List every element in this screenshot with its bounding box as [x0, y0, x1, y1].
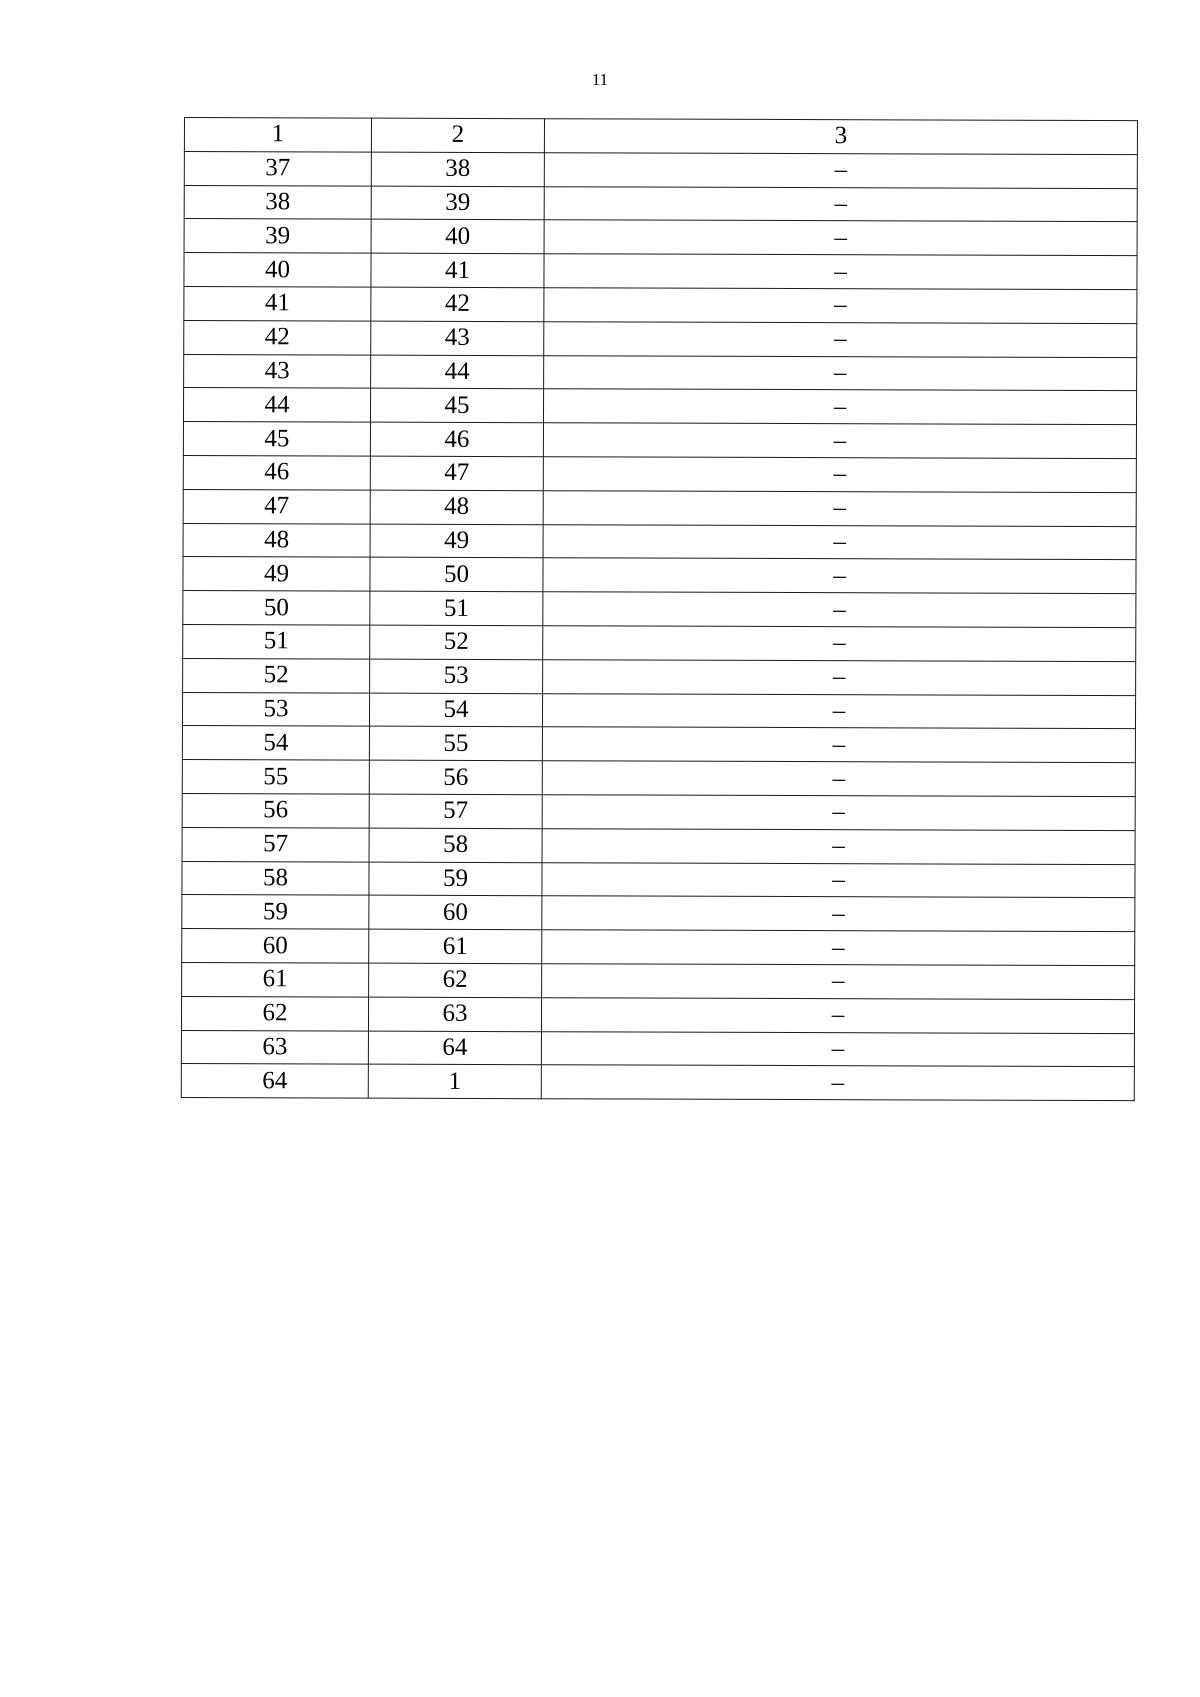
- table-cell-col-3: –: [544, 152, 1137, 188]
- table-cell-col-3: –: [543, 457, 1136, 493]
- table-cell-col-2: 1: [368, 1064, 541, 1098]
- table-cell-col-3: –: [543, 389, 1136, 425]
- table-cell-col-3: –: [541, 1031, 1134, 1067]
- table-cell-col-1: 38: [184, 185, 371, 219]
- table-row: [182, 726, 1135, 763]
- table-cell-col-2: 52: [370, 625, 543, 659]
- table-cell-col-1: 54: [182, 726, 369, 760]
- table-cell-col-2: 51: [370, 591, 543, 625]
- table-cell-col-1: 60: [182, 929, 369, 963]
- table-cell-col-3: –: [542, 727, 1135, 763]
- table-row: [183, 388, 1136, 425]
- table-cell-col-1: 49: [183, 557, 370, 591]
- table-cell-col-3: –: [542, 795, 1135, 831]
- table-row: [182, 861, 1135, 898]
- table-cell-col-3: –: [542, 761, 1135, 797]
- table-cell-col-2: 39: [371, 186, 544, 220]
- column-header-2: 2: [371, 118, 544, 152]
- table-cell-col-3: –: [541, 997, 1134, 1033]
- table-cell-col-3: –: [543, 490, 1136, 526]
- column-header-1: 1: [184, 118, 371, 152]
- table-row: [181, 996, 1134, 1033]
- table-header-row: [184, 118, 1137, 155]
- table-cell-col-2: 64: [368, 1031, 541, 1065]
- table-cell-col-2: 58: [369, 828, 542, 862]
- table-row: [184, 286, 1137, 323]
- table-row: [182, 827, 1135, 864]
- table-row: [182, 929, 1135, 966]
- table-cell-col-3: –: [542, 930, 1135, 966]
- table-cell-col-1: 57: [182, 827, 369, 861]
- table-row: [181, 1030, 1134, 1067]
- table-cell-col-3: –: [542, 828, 1135, 864]
- table-row: [184, 354, 1137, 391]
- table-cell-col-3: –: [543, 558, 1136, 594]
- column-header-3: 3: [544, 119, 1137, 155]
- table-cell-col-1: 41: [184, 286, 371, 320]
- table-cell-col-1: 53: [182, 692, 369, 726]
- table-cell-col-3: –: [542, 964, 1135, 1000]
- table-cell-col-2: 47: [370, 456, 543, 490]
- table-cell-col-3: –: [544, 186, 1137, 222]
- table-cell-col-1: 56: [182, 793, 369, 827]
- table-cell-col-3: –: [541, 1065, 1134, 1101]
- table-row: [182, 895, 1135, 932]
- table-cell-col-1: 42: [184, 320, 371, 354]
- table-row: [181, 1064, 1134, 1101]
- table-cell-col-2: 42: [371, 287, 544, 321]
- table-cell-col-1: 61: [182, 962, 369, 996]
- table-cell-col-3: –: [544, 355, 1137, 391]
- table-cell-col-3: –: [543, 626, 1136, 662]
- table-cell-col-2: 41: [371, 253, 544, 287]
- table-cell-col-1: 48: [183, 523, 370, 557]
- table-cell-col-2: 61: [369, 929, 542, 963]
- table-cell-col-1: 58: [182, 861, 369, 895]
- table-row: [183, 591, 1136, 628]
- table-cell-col-3: –: [544, 220, 1137, 256]
- table-cell-col-2: 50: [370, 557, 543, 591]
- table-row: [184, 219, 1137, 256]
- table-row: [184, 320, 1137, 357]
- table-row: [183, 523, 1136, 560]
- table-cell-col-1: 47: [183, 489, 370, 523]
- table-cell-col-3: –: [542, 693, 1135, 729]
- table-cell-col-3: –: [543, 592, 1136, 628]
- table-cell-col-1: 50: [183, 591, 370, 625]
- table-cell-col-1: 64: [181, 1064, 368, 1098]
- table-cell-col-2: 53: [370, 659, 543, 693]
- table-cell-col-1: 52: [183, 658, 370, 692]
- table-cell-col-2: 38: [371, 152, 544, 186]
- table-cell-col-1: 43: [184, 354, 371, 388]
- table-cell-col-1: 62: [181, 996, 368, 1030]
- table-cell-col-1: 51: [183, 624, 370, 658]
- table-cell-col-3: –: [543, 423, 1136, 459]
- table-row: [182, 962, 1135, 999]
- table-body: [181, 118, 1137, 1101]
- table-cell-col-2: 49: [370, 524, 543, 558]
- table-cell-col-1: 40: [184, 253, 371, 287]
- table-cell-col-3: –: [543, 659, 1136, 695]
- table-cell-col-2: 59: [369, 862, 542, 896]
- table-row: [183, 557, 1136, 594]
- table-cell-col-3: –: [542, 896, 1135, 932]
- table-cell-col-3: –: [544, 254, 1137, 290]
- table-cell-col-2: 63: [368, 997, 541, 1031]
- table-cell-col-2: 57: [369, 794, 542, 828]
- page-number: 11: [591, 70, 609, 89]
- table-cell-col-2: 48: [370, 490, 543, 524]
- table-cell-col-2: 62: [369, 963, 542, 997]
- table-row: [184, 185, 1137, 222]
- table-row: [182, 760, 1135, 797]
- table-cell-col-2: 46: [370, 422, 543, 456]
- table-cell-col-1: 39: [184, 219, 371, 253]
- table-cell-col-3: –: [544, 321, 1137, 357]
- table-cell-col-2: 43: [371, 321, 544, 355]
- table-cell-col-1: 45: [183, 422, 370, 456]
- table-cell-col-2: 40: [371, 220, 544, 254]
- table-cell-col-1: 46: [183, 455, 370, 489]
- table-row: [183, 422, 1136, 459]
- table-cell-col-2: 54: [369, 693, 542, 727]
- table-row: [184, 253, 1137, 290]
- table-row: [183, 489, 1136, 526]
- table-row: [182, 793, 1135, 830]
- table-cell-col-2: 55: [369, 726, 542, 760]
- table-cell-col-3: –: [544, 288, 1137, 324]
- table-cell-col-1: 59: [182, 895, 369, 929]
- data-table: [181, 117, 1138, 1101]
- table-row: [183, 658, 1136, 695]
- table-cell-col-1: 44: [183, 388, 370, 422]
- table-cell-col-2: 60: [369, 895, 542, 929]
- table-row: [183, 455, 1136, 492]
- table-cell-col-1: 37: [184, 151, 371, 185]
- table-cell-col-3: –: [543, 524, 1136, 560]
- table-row: [182, 692, 1135, 729]
- table-cell-col-2: 56: [369, 760, 542, 794]
- table-cell-col-2: 44: [371, 355, 544, 389]
- table-row: [184, 151, 1137, 188]
- table-cell-col-2: 45: [370, 388, 543, 422]
- table-cell-col-1: 63: [181, 1030, 368, 1064]
- table-row: [183, 624, 1136, 661]
- table-cell-col-1: 55: [182, 760, 369, 794]
- table-cell-col-3: –: [542, 862, 1135, 898]
